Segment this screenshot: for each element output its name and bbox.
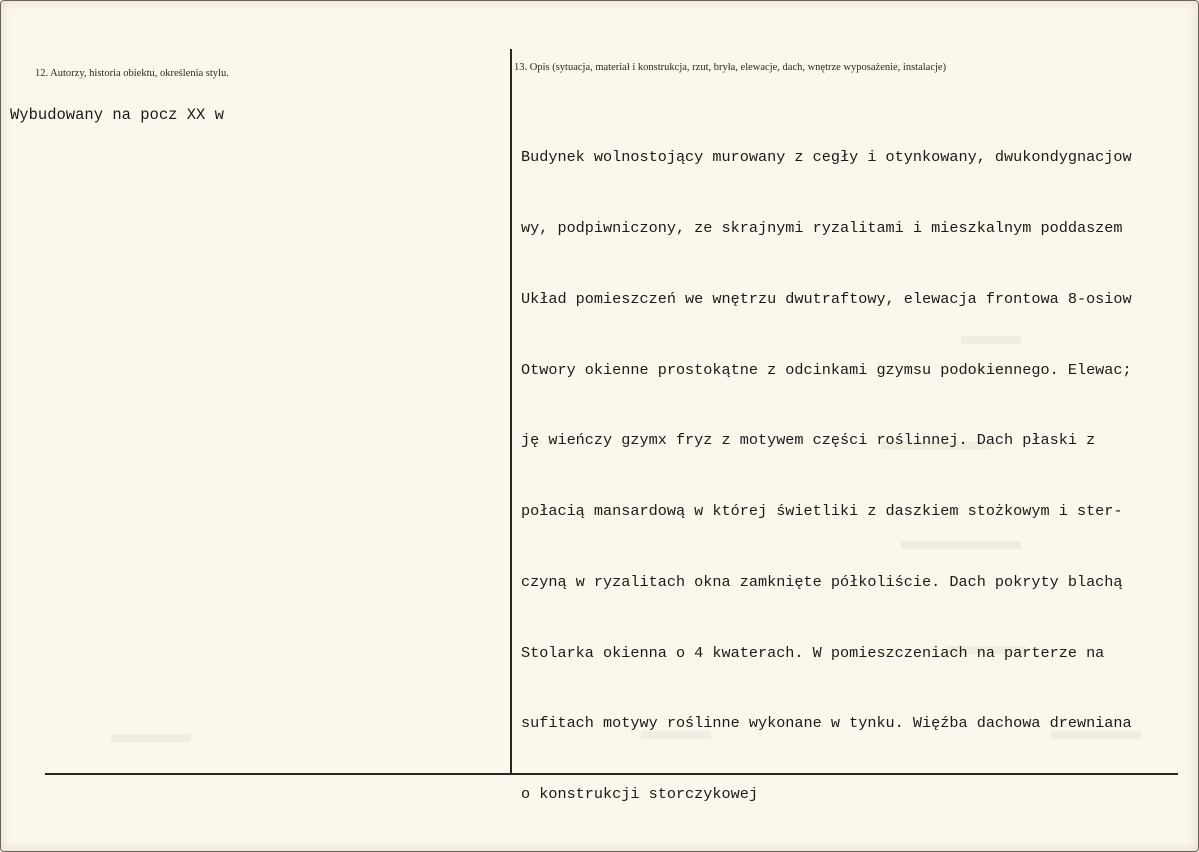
description-line: czyną w ryzalitach okna zamknięte półkoliście. Dach pokryty blachą xyxy=(521,572,1123,591)
show-through-mark xyxy=(111,734,191,742)
description-line: wy, podpiwniczony, ze skrajnymi ryzalitami i mieszkalnym poddaszem xyxy=(521,218,1123,237)
description-line: Budynek wolnostojący murowany z cegły i otynkowany, dwukondygnacjow xyxy=(521,148,1132,167)
description-line: Otwory okienne prostokątne z odcinkami gzymsu podokiennego. Elewac; xyxy=(521,360,1132,379)
description-line: Stolarka okienna o 4 kwaterach. W pomieszczeniach na parterze na xyxy=(521,643,1105,662)
field-13-content xyxy=(521,99,1198,852)
field-12-content: Wybudowany na pocz XX w xyxy=(10,106,224,124)
description-line: połacią mansardową w której świetliki z daszkiem stożkowym i ster- xyxy=(521,502,1123,521)
description-line: sufitach motywy roślinne wykonane w tynku. Więźba dachowa drewniana xyxy=(521,714,1132,733)
field-12-label: 12. Autorzy, historia obiektu, określenia stylu. xyxy=(35,68,229,79)
description-line: Układ pomieszczeń we wnętrzu dwutraftowy, elewacja frontowa 8-osiow xyxy=(521,289,1132,308)
description-line: ję wieńczy gzymx fryz z motywem części roślinnej. Dach płaski z xyxy=(521,431,1096,450)
field-13-label: 13. Opis (sytuacja, materiał i konstrukcja, rzut, bryła, elewacje, dach, wnętrze wyposażenie, instalacje) xyxy=(514,62,947,73)
column-divider xyxy=(510,49,512,775)
description-line: o konstrukcji storczykowej xyxy=(521,785,758,804)
